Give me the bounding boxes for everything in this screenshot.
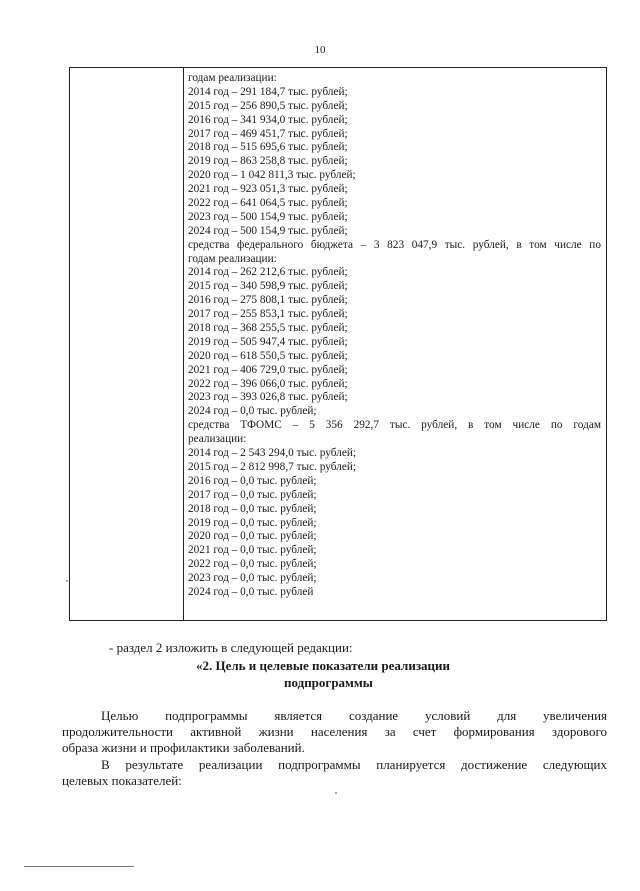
funding-line: 2016 год – 341 934,0 тыс. рублей;	[188, 113, 348, 126]
funding-line: 2024 год – 0,0 тыс. рублей	[188, 585, 314, 598]
funding-line: 2015 год – 340 598,9 тыс. рублей;	[188, 280, 348, 293]
funding-line: 2017 год – 0,0 тыс. рублей;	[188, 488, 317, 501]
funding-line: 2019 год – 863 258,8 тыс. рублей;	[188, 155, 348, 168]
funding-line: 2020 год – 618 550,5 тыс. рублей;	[188, 349, 348, 362]
federal-budget-line: средства федерального бюджета – 3 823 047,9 тыс. рублей, в том числе по	[188, 238, 601, 251]
funding-line: 2017 год – 255 853,1 тыс. рублей;	[188, 308, 348, 321]
funding-line: 2015 год – 2 812 998,7 тыс. рублей;	[188, 460, 357, 473]
funding-line: 2024 год – 0,0 тыс. рублей;	[188, 405, 317, 418]
funding-line: 2021 год – 923 051,3 тыс. рублей;	[188, 183, 348, 196]
funding-line: 2019 год – 0,0 тыс. рублей;	[188, 516, 317, 529]
funding-line: 2018 год – 368 255,5 тыс. рублей;	[188, 322, 348, 335]
funding-line: 2016 год – 275 808,1 тыс. рублей;	[188, 294, 348, 307]
paragraph-2-line1: В результате реализации подпрограммы планируется достижение следующих	[101, 757, 607, 772]
funding-line: 2023 год – 393 026,8 тыс. рублей;	[188, 391, 348, 404]
paragraph-1-line3: образа жизни и профилактики заболеваний.	[62, 740, 305, 755]
section-heading-line2: подпрограммы	[284, 675, 373, 690]
funding-line: реализации:	[188, 433, 247, 446]
funding-line: 2014 год – 262 212,6 тыс. рублей;	[188, 266, 348, 279]
funding-line: 2022 год – 0,0 тыс. рублей;	[188, 558, 317, 571]
funding-line: 2024 год – 500 154,9 тыс. рублей;	[188, 224, 348, 237]
funding-line: 2020 год – 1 042 811,3 тыс. рублей;	[188, 169, 356, 182]
scan-speck	[66, 580, 68, 582]
page-number: 10	[314, 44, 326, 56]
section-heading-line1: «2. Цель и целевые показатели реализации	[196, 658, 451, 673]
funding-line: 2016 год – 0,0 тыс. рублей;	[188, 474, 317, 487]
funding-line: 2014 год – 2 543 294,0 тыс. рублей;	[188, 447, 357, 460]
funding-line: 2014 год – 291 184,7 тыс. рублей;	[188, 85, 348, 98]
funding-line: 2021 год – 0,0 тыс. рублей;	[188, 544, 317, 557]
tfoms-line: средства ТФОМС – 5 356 292,7 тыс. рублей, в том числе по годам	[188, 419, 601, 432]
paragraph-1-line2: продолжительности активной жизни населения за счет формирования здорового	[62, 724, 607, 739]
scan-artifact-line	[24, 866, 134, 867]
funding-line: 2017 год – 469 451,7 тыс. рублей;	[188, 127, 348, 140]
funding-line: 2023 год – 500 154,9 тыс. рублей;	[188, 210, 348, 223]
funding-line: 2018 год – 515 695,6 тыс. рублей;	[188, 141, 348, 154]
paragraph-1-line1: Целью подпрограммы является создание условий для увеличения	[101, 708, 607, 723]
scan-speck	[335, 792, 337, 794]
funding-line: 2022 год – 641 064,5 тыс. рублей;	[188, 197, 348, 210]
paragraph-2-line2: целевых показателей:	[62, 773, 182, 788]
funding-line: годам реализации:	[188, 72, 277, 84]
funding-line: 2019 год – 505 947,4 тыс. рублей;	[188, 335, 348, 348]
funding-line: 2021 год – 406 729,0 тыс. рублей;	[188, 363, 348, 376]
intro-text: - раздел 2 изложить в следующей редакции:	[109, 640, 353, 655]
funding-line: 2023 год – 0,0 тыс. рублей;	[188, 572, 317, 585]
table-column-divider	[183, 68, 184, 620]
funding-line: 2018 год – 0,0 тыс. рублей;	[188, 502, 317, 515]
funding-line: 2020 год – 0,0 тыс. рублей;	[188, 530, 317, 543]
funding-line: 2015 год – 256 890,5 тыс. рублей;	[188, 99, 348, 112]
funding-table	[69, 67, 607, 621]
funding-cell	[188, 72, 601, 600]
funding-line: годам реализации:	[188, 252, 277, 265]
funding-line: 2022 год – 396 066,0 тыс. рублей;	[188, 377, 348, 390]
